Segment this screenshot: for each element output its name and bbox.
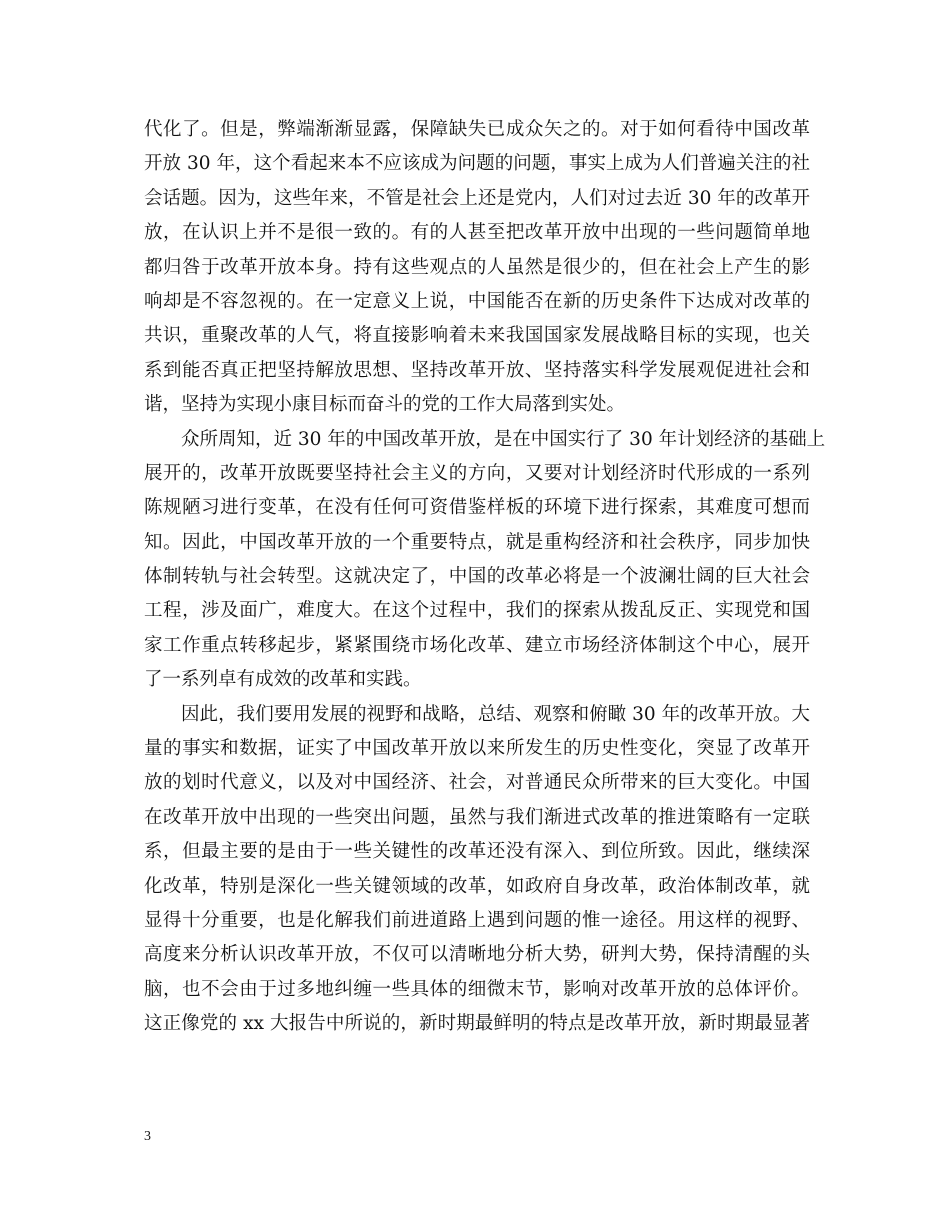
text-line: 响却是不容忽视的。在一定意义上说，中国能否在新的历史条件下达成对改革的: [144, 290, 810, 312]
text-line: 化改革，特别是深化一些关键领域的改革，如政府自身改革，政治体制改革，就: [144, 875, 810, 897]
text-line: 知。因此，中国改革开放的一个重要特点，就是重构经济和社会秩序，同步加快: [144, 531, 810, 553]
text-line: 谐，坚持为实现小康目标而奋斗的党的工作大局落到实处。: [144, 394, 626, 416]
text-line: 放的划时代意义，以及对中国经济、社会，对普通民众所带来的巨大变化。中国: [144, 772, 810, 794]
text-line: 共识，重聚改革的人气，将直接影响着未来我国国家发展战略目标的实现，也关: [144, 325, 810, 347]
text-line: 了一系列卓有成效的改革和实践。: [144, 669, 422, 691]
text-line: 量的事实和数据，证实了中国改革开放以来所发生的历史性变化，突显了改革开: [144, 738, 810, 760]
text-line: 会话题。因为，这些年来，不管是社会上还是党内，人们对过去近 30 年的改革开: [144, 187, 810, 209]
text-line: 系，但最主要的是由于一些关键性的改革还没有深入、到位所致。因此，继续深: [144, 841, 810, 863]
paragraph-first-line: 因此，我们要用发展的视野和战略，总结、观察和俯瞰 30 年的改革开放。大: [181, 703, 810, 725]
text-line: 高度来分析认识改革开放，不仅可以清晰地分析大势，研判大势，保持清醒的头: [144, 944, 810, 966]
text-line: 展开的，改革开放既要坚持社会主义的方向，又要对计划经济时代形成的一系列: [144, 462, 810, 484]
text-line: 家工作重点转移起步，紧紧围绕市场化改革、建立市场经济体制这个中心，展开: [144, 634, 810, 656]
text-line: 都归咎于改革开放本身。持有这些观点的人虽然是很少的，但在社会上产生的影: [144, 256, 810, 278]
text-line: 开放 30 年，这个看起来本不应该成为问题的问题，事实上成为人们普遍关注的社: [144, 153, 810, 175]
text-line: 系到能否真正把坚持解放思想、坚持改革开放、坚持落实科学发展观促进社会和: [144, 359, 810, 381]
text-line: 脑，也不会由于过多地纠缠一些具体的细微末节，影响对改革开放的总体评价。: [144, 978, 810, 1000]
text-line: 在改革开放中出现的一些突出问题，虽然与我们渐进式改革的推进策略有一定联: [144, 806, 810, 828]
text-line: 这正像党的 xx 大报告中所说的，新时期最鲜明的特点是改革开放，新时期最显著: [144, 1013, 810, 1035]
text-line: 放，在认识上并不是很一致的。有的人甚至把改革开放中出现的一些问题简单地: [144, 222, 810, 244]
text-line: 显得十分重要，也是化解我们前进道路上遇到问题的惟一途径。用这样的视野、: [144, 909, 810, 931]
text-line: 工程，涉及面广，难度大。在这个过程中，我们的探索从拨乱反正、实现党和国: [144, 600, 810, 622]
text-line: 陈规陋习进行变革，在没有任何可资借鉴样板的环境下进行探索，其难度可想而: [144, 497, 810, 519]
text-line: 体制转轨与社会转型。这就决定了，中国的改革必将是一个波澜壮阔的巨大社会: [144, 566, 810, 588]
text-line: 代化了。但是，弊端渐渐显露，保障缺失已成众矢之的。对于如何看待中国改革: [144, 119, 810, 140]
page-number: 3: [144, 1129, 151, 1144]
body-text: [144, 113, 826, 1042]
paragraph-first-line: 众所周知，近 30 年的中国改革开放，是在中国实行了 30 年计划经济的基础上: [181, 428, 826, 450]
